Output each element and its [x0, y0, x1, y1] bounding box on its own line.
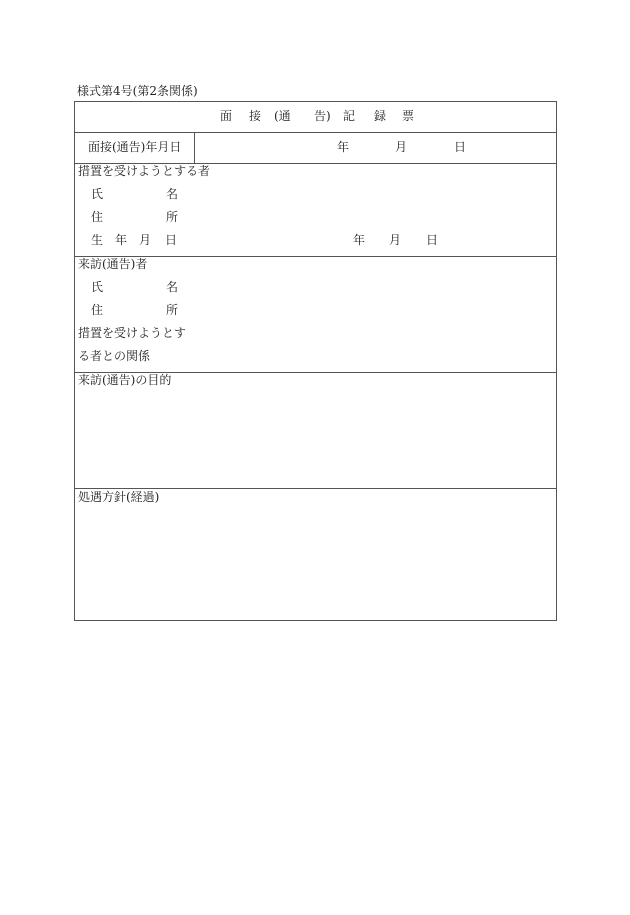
form-title: 面	[220, 109, 233, 123]
visitor-address-label: 住	[91, 303, 104, 317]
row-divider	[74, 488, 557, 489]
subject-birthdate-label: 日	[165, 233, 178, 247]
subject-heading: 措置を受けようとする者	[78, 164, 211, 178]
form-title: (通	[274, 109, 291, 123]
visitor-relation-label: 措置を受けようとす	[78, 326, 187, 340]
visitor-relation-label: る者との関係	[78, 349, 151, 363]
column-divider	[194, 132, 195, 163]
subject-birthdate-label: 年	[115, 233, 128, 247]
subject-address-label: 所	[166, 210, 179, 224]
form-title: 接	[249, 109, 262, 123]
form-title: 票	[402, 109, 415, 123]
subject-name-label: 名	[166, 187, 179, 201]
form-title: 告)	[314, 109, 331, 123]
date-month-label: 月	[395, 140, 408, 154]
date-day-label: 日	[454, 140, 467, 154]
subject-birthdate-label: 生	[91, 233, 104, 247]
date-year-label: 年	[337, 140, 350, 154]
subject-name-label: 氏	[91, 187, 104, 201]
form-title: 記	[343, 109, 356, 123]
purpose-heading: 来訪(通告)の目的	[78, 373, 172, 387]
interview-date-label: 面接(通告)年月日	[88, 140, 182, 154]
form-title: 録	[374, 109, 387, 123]
birth-day-label: 日	[426, 233, 439, 247]
policy-heading: 処遇方針(経過)	[78, 490, 160, 504]
birth-year-label: 年	[353, 233, 366, 247]
row-divider	[74, 132, 557, 133]
subject-address-label: 住	[91, 210, 104, 224]
birth-month-label: 月	[389, 233, 402, 247]
visitor-name-label: 名	[166, 280, 179, 294]
visitor-name-label: 氏	[91, 280, 104, 294]
subject-birthdate-label: 月	[139, 233, 152, 247]
form-caption: 様式第4号(第2条関係)	[77, 84, 198, 98]
visitor-heading: 来訪(通告)者	[78, 257, 148, 271]
visitor-address-label: 所	[166, 303, 179, 317]
